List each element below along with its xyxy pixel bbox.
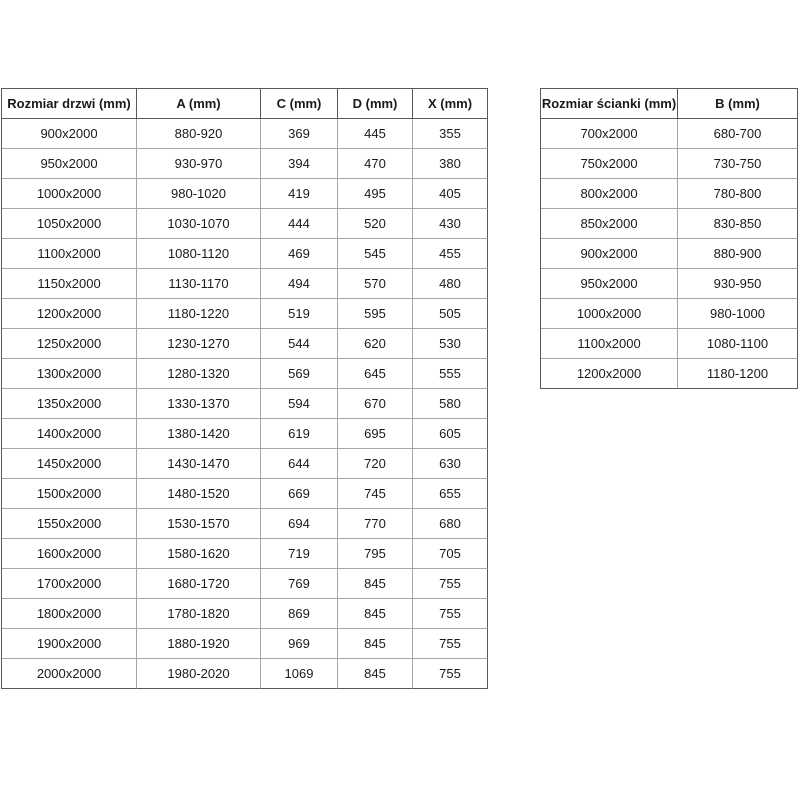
table-cell: 950x2000	[541, 269, 678, 299]
table-cell: 1150x2000	[2, 269, 137, 299]
table-cell: 569	[261, 359, 338, 389]
table-cell: 1000x2000	[2, 179, 137, 209]
table-cell: 930-950	[678, 269, 798, 299]
table-cell: 595	[338, 299, 413, 329]
table-cell: 1400x2000	[2, 419, 137, 449]
table-cell: 900x2000	[2, 119, 137, 149]
table-cell: 1000x2000	[541, 299, 678, 329]
table-cell: 719	[261, 539, 338, 569]
wall-sizes-table-body	[541, 119, 798, 389]
table-cell: 594	[261, 389, 338, 419]
table-cell: 1330-1370	[137, 389, 261, 419]
table-cell: 1230-1270	[137, 329, 261, 359]
table-row	[541, 359, 798, 389]
table-cell: 1980-2020	[137, 659, 261, 689]
door-sizes-table-body	[2, 119, 488, 689]
table-cell: 1180-1200	[678, 359, 798, 389]
table-cell: 1700x2000	[2, 569, 137, 599]
table-cell: 2000x2000	[2, 659, 137, 689]
table-row	[2, 479, 488, 509]
table-cell: 530	[413, 329, 488, 359]
table-cell: 1430-1470	[137, 449, 261, 479]
wall-sizes-table-header	[541, 89, 798, 119]
table-cell: 555	[413, 359, 488, 389]
table-cell: 1530-1570	[137, 509, 261, 539]
table-cell: 930-970	[137, 149, 261, 179]
table-cell: 470	[338, 149, 413, 179]
column-header: A (mm)	[137, 89, 261, 119]
table-cell: 869	[261, 599, 338, 629]
table-cell: 680-700	[678, 119, 798, 149]
table-cell: 1180-1220	[137, 299, 261, 329]
wall-sizes-table	[540, 88, 798, 389]
table-cell: 705	[413, 539, 488, 569]
table-cell: 670	[338, 389, 413, 419]
table-cell: 880-920	[137, 119, 261, 149]
column-header: B (mm)	[678, 89, 798, 119]
table-cell: 444	[261, 209, 338, 239]
table-row	[2, 329, 488, 359]
table-row	[541, 119, 798, 149]
table-cell: 755	[413, 629, 488, 659]
table-cell: 620	[338, 329, 413, 359]
table-cell: 1900x2000	[2, 629, 137, 659]
table-cell: 505	[413, 299, 488, 329]
table-cell: 755	[413, 569, 488, 599]
table-cell: 1069	[261, 659, 338, 689]
table-row	[2, 269, 488, 299]
table-cell: 950x2000	[2, 149, 137, 179]
table-cell: 1050x2000	[2, 209, 137, 239]
table-cell: 720	[338, 449, 413, 479]
column-header: Rozmiar ścianki (mm)	[541, 89, 678, 119]
table-cell: 480	[413, 269, 488, 299]
table-cell: 1600x2000	[2, 539, 137, 569]
table-cell: 1880-1920	[137, 629, 261, 659]
table-cell: 755	[413, 659, 488, 689]
column-header: D (mm)	[338, 89, 413, 119]
table-cell: 369	[261, 119, 338, 149]
table-row	[2, 569, 488, 599]
table-cell: 1350x2000	[2, 389, 137, 419]
table-row	[541, 239, 798, 269]
table-row	[541, 209, 798, 239]
table-cell: 770	[338, 509, 413, 539]
table-row	[541, 299, 798, 329]
table-cell: 1300x2000	[2, 359, 137, 389]
table-cell: 545	[338, 239, 413, 269]
table-row	[541, 179, 798, 209]
table-row	[541, 269, 798, 299]
table-cell: 669	[261, 479, 338, 509]
table-cell: 1200x2000	[2, 299, 137, 329]
table-cell: 430	[413, 209, 488, 239]
table-row	[2, 299, 488, 329]
table-cell: 405	[413, 179, 488, 209]
table-cell: 544	[261, 329, 338, 359]
table-cell: 1380-1420	[137, 419, 261, 449]
table-cell: 455	[413, 239, 488, 269]
table-row	[2, 359, 488, 389]
table-cell: 1030-1070	[137, 209, 261, 239]
table-cell: 1550x2000	[2, 509, 137, 539]
table-cell: 644	[261, 449, 338, 479]
table-row	[541, 149, 798, 179]
table-row	[2, 209, 488, 239]
table-cell: 495	[338, 179, 413, 209]
table-cell: 630	[413, 449, 488, 479]
table-cell: 900x2000	[541, 239, 678, 269]
table-cell: 1100x2000	[541, 329, 678, 359]
table-cell: 730-750	[678, 149, 798, 179]
table-cell: 1100x2000	[2, 239, 137, 269]
table-row	[541, 329, 798, 359]
table-row	[2, 509, 488, 539]
table-cell: 1500x2000	[2, 479, 137, 509]
table-cell: 845	[338, 569, 413, 599]
table-cell: 394	[261, 149, 338, 179]
table-cell: 830-850	[678, 209, 798, 239]
table-cell: 1480-1520	[137, 479, 261, 509]
table-cell: 700x2000	[541, 119, 678, 149]
table-cell: 980-1000	[678, 299, 798, 329]
header-row	[541, 89, 798, 119]
table-cell: 695	[338, 419, 413, 449]
column-header: X (mm)	[413, 89, 488, 119]
table-cell: 494	[261, 269, 338, 299]
table-cell: 795	[338, 539, 413, 569]
table-cell: 619	[261, 419, 338, 449]
table-cell: 1450x2000	[2, 449, 137, 479]
header-row	[2, 89, 488, 119]
table-cell: 750x2000	[541, 149, 678, 179]
table-cell: 645	[338, 359, 413, 389]
table-cell: 1080-1100	[678, 329, 798, 359]
table-cell: 1130-1170	[137, 269, 261, 299]
table-cell: 694	[261, 509, 338, 539]
column-header: C (mm)	[261, 89, 338, 119]
table-cell: 445	[338, 119, 413, 149]
table-row	[2, 599, 488, 629]
table-cell: 580	[413, 389, 488, 419]
table-cell: 755	[413, 599, 488, 629]
table-row	[2, 449, 488, 479]
table-cell: 845	[338, 599, 413, 629]
table-cell: 969	[261, 629, 338, 659]
table-cell: 519	[261, 299, 338, 329]
table-row	[2, 239, 488, 269]
table-cell: 980-1020	[137, 179, 261, 209]
table-cell: 880-900	[678, 239, 798, 269]
table-row	[2, 659, 488, 689]
table-row	[2, 539, 488, 569]
table-cell: 1580-1620	[137, 539, 261, 569]
table-cell: 745	[338, 479, 413, 509]
table-cell: 845	[338, 629, 413, 659]
table-cell: 800x2000	[541, 179, 678, 209]
table-row	[2, 119, 488, 149]
table-cell: 780-800	[678, 179, 798, 209]
table-cell: 520	[338, 209, 413, 239]
table-row	[2, 419, 488, 449]
table-row	[2, 149, 488, 179]
table-cell: 845	[338, 659, 413, 689]
door-sizes-table-header	[2, 89, 488, 119]
table-cell: 605	[413, 419, 488, 449]
table-row	[2, 179, 488, 209]
table-cell: 380	[413, 149, 488, 179]
table-cell: 769	[261, 569, 338, 599]
table-cell: 1080-1120	[137, 239, 261, 269]
column-header: Rozmiar drzwi (mm)	[2, 89, 137, 119]
table-cell: 469	[261, 239, 338, 269]
table-cell: 1800x2000	[2, 599, 137, 629]
table-row	[2, 629, 488, 659]
table-cell: 655	[413, 479, 488, 509]
table-cell: 1200x2000	[541, 359, 678, 389]
door-sizes-table	[1, 88, 488, 689]
table-cell: 850x2000	[541, 209, 678, 239]
table-cell: 680	[413, 509, 488, 539]
table-cell: 1280-1320	[137, 359, 261, 389]
table-cell: 355	[413, 119, 488, 149]
table-row	[2, 389, 488, 419]
table-cell: 1680-1720	[137, 569, 261, 599]
table-cell: 1250x2000	[2, 329, 137, 359]
table-cell: 1780-1820	[137, 599, 261, 629]
table-cell: 419	[261, 179, 338, 209]
table-cell: 570	[338, 269, 413, 299]
